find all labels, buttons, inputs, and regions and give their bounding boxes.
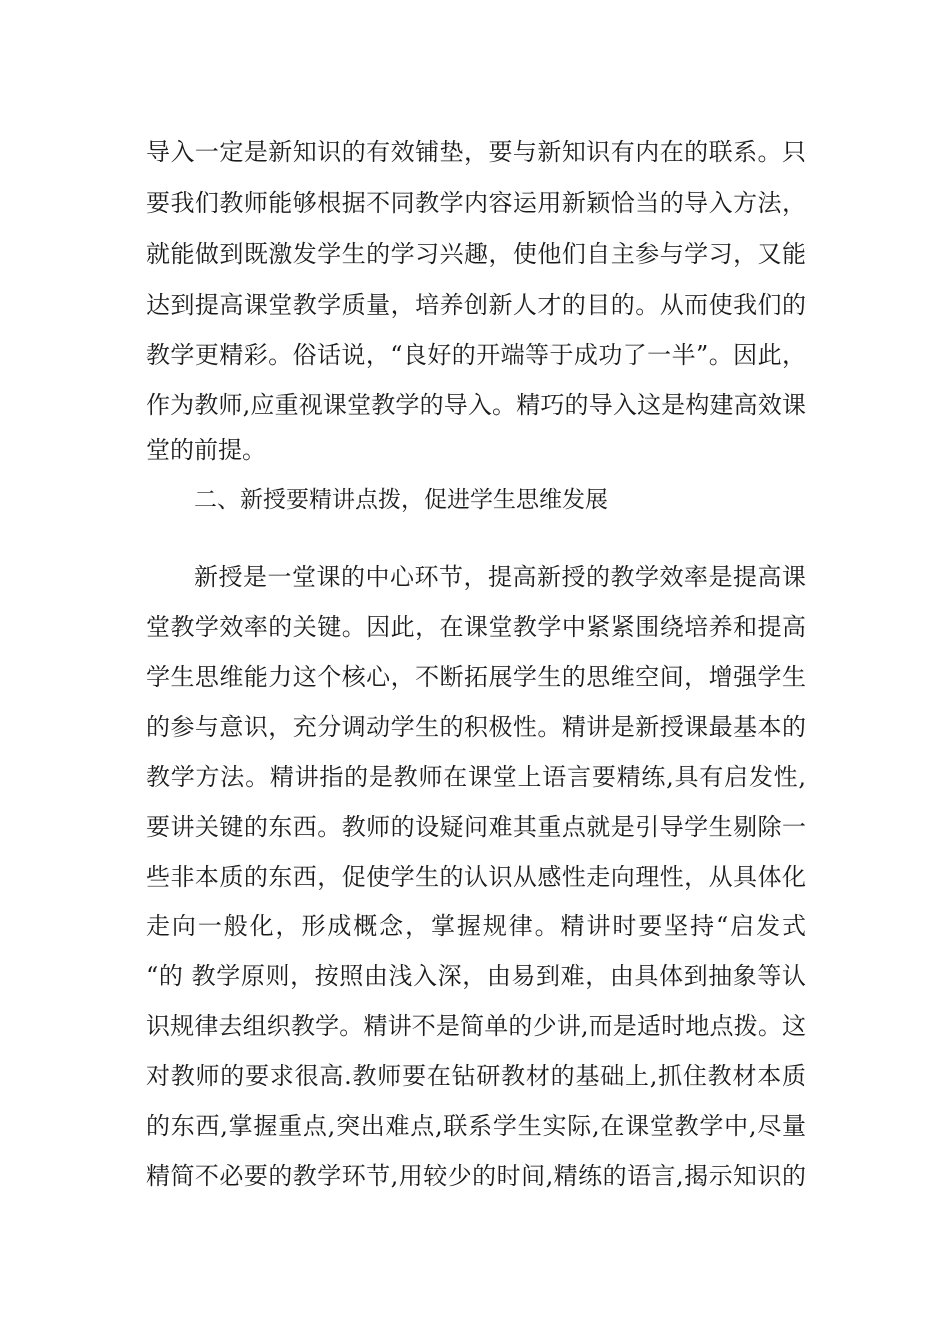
paragraph-2-line-11: 对教师的要求很高.教师要在钻研教材的基础上,抓住教材本质 [146, 1062, 806, 1090]
paragraph-1-line-6: 作为教师,应重视课堂教学的导入。精巧的导入这是构建高效课 [146, 391, 806, 419]
paragraph-1-line-4: 达到提高课堂教学质量，培养创新人才的目的。从而使我们的 [146, 291, 806, 319]
paragraph-2-line-3: 学生思维能力这个核心，不断拓展学生的思维空间，增强学生 [146, 663, 806, 691]
paragraph-2-line-7: 些非本质的东西，促使学生的认识从感性走向理性，从具体化 [146, 863, 806, 891]
paragraph-2-line-6: 要讲关键的东西。教师的设疑问难其重点就是引导学生剔除一 [146, 813, 806, 841]
paragraph-2-line-1: 新授是一堂课的中心环节，提高新授的教学效率是提高课 [194, 563, 806, 591]
paragraph-1-line-7: 堂的前提。 [146, 436, 266, 464]
paragraph-2-line-10: 识规律去组织教学。精讲不是简单的少讲,而是适时地点拨。这 [146, 1012, 806, 1040]
paragraph-1-line-3: 就能做到既激发学生的学习兴趣，使他们自主参与学习，又能 [146, 240, 806, 268]
paragraph-2-line-4: 的参与意识，充分调动学生的积极性。精讲是新授课最基本的 [146, 713, 806, 741]
paragraph-1-line-1: 导入一定是新知识的有效铺垫，要与新知识有内在的联系。只 [146, 138, 806, 166]
paragraph-2-line-5: 教学方法。精讲指的是教师在课堂上语言要精练,具有启发性, [146, 763, 806, 791]
paragraph-2-line-2: 堂教学效率的关键。因此，在课堂教学中紧紧围绕培养和提高 [146, 613, 806, 641]
paragraph-2-line-9: “的 教学原则，按照由浅入深，由易到难，由具体到抽象等认 [146, 962, 806, 990]
paragraph-2-line-13: 精简不必要的教学环节,用较少的时间,精练的语言,揭示知识的 [146, 1162, 806, 1190]
paragraph-2-line-12: 的东西,掌握重点,突出难点,联系学生实际,在课堂教学中,尽量 [146, 1112, 806, 1140]
paragraph-2-line-8: 走向一般化，形成概念，掌握规律。精讲时要坚持“启发式 [146, 912, 806, 940]
paragraph-1-line-5: 教学更精彩。俗话说，“良好的开端等于成功了一半”。因此， [146, 341, 806, 369]
section-heading: 二、新授要精讲点拨，促进学生思维发展 [194, 487, 608, 513]
paragraph-1-line-2: 要我们教师能够根据不同教学内容运用新颖恰当的导入方法， [146, 189, 806, 217]
